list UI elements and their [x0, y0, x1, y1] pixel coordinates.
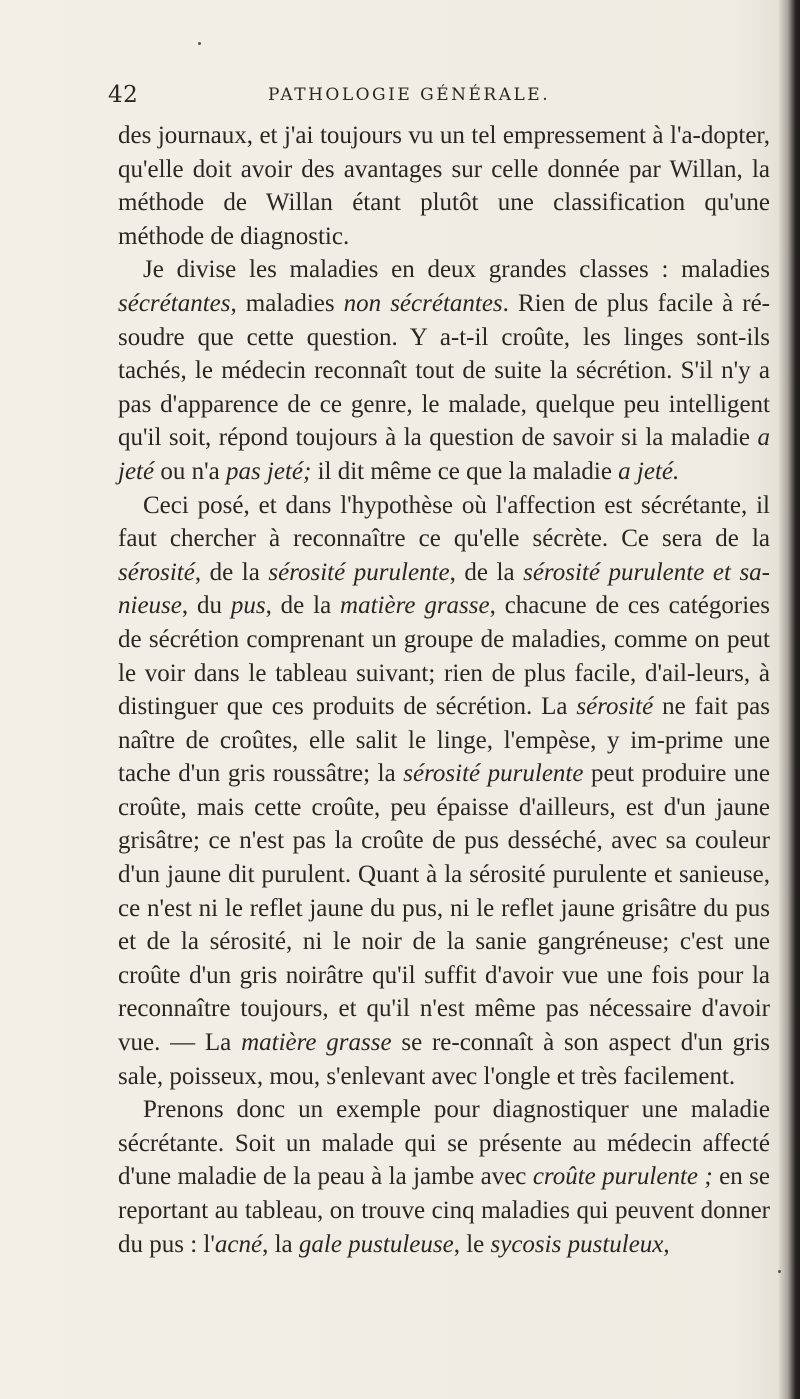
page-edge-shadow — [778, 0, 800, 1399]
text-segment: en se reportant au tableau, on trouve cinq maladies qui peuvent donner du pus : l' — [118, 1163, 771, 1258]
page-header — [108, 82, 758, 112]
italic-text: pas jeté; — [225, 457, 312, 485]
italic-text: sérosité purulente — [268, 558, 450, 586]
italic-text: sécrétantes — [118, 289, 231, 317]
ink-speck — [198, 42, 201, 45]
text-segment: , chacune de ces catégories de sécrétion comprenant un groupe de maladies, comme on peut le voir dans le tableau suivant; rien de plus facile, d'ail-leurs, à distinguer que ces produits de sécrétion. La — [118, 592, 771, 721]
text-segment: peut produire une croûte, mais cette croûte, peu épaisse d'ailleurs, est d'un jaune grisâtre; ce n'est pas la croûte de pus desséché, avec sa couleur d'un jaune dit purulent. Quant à la sérosité purulente et sanieuse, ce n'est ni le reflet jaune du pus, ni le reflet jaune grisâtre du pus et de la sérosité, ni le noir de la sanie gangréneuse; c'est une croûte d'un gris noirâtre qu'il suffit d'avoir vue une fois pour la reconnaître toujours, et qu'il n'est même pas nécessaire d'avoir vue. — La — [118, 760, 770, 1057]
italic-text: acné — [214, 1230, 263, 1258]
italic-text: pus — [230, 592, 266, 620]
italic-text: sycosis pustuleux — [490, 1230, 664, 1258]
text-segment: ne fait pas naître de croûtes, elle salit le linge, l'empèse, y im-prime une tache d'un gris roussâtre; la — [118, 693, 771, 788]
paragraph — [118, 1093, 770, 1261]
text-segment: des journaux, et j'ai toujours vu un tel empressement à l'a-dopter, qu'elle doit avoir des avantages sur celle donnée par Willan, la méthode de Willan étant plutôt une classification qu'une méthode de diagnostic. — [118, 122, 770, 250]
running-title: PATHOLOGIE GÉNÉRALE. — [268, 85, 551, 105]
text-segment: , de la — [194, 558, 269, 586]
text-segment: , la — [262, 1230, 299, 1258]
text-segment: ou n'a — [154, 457, 226, 485]
page-number: 42 — [108, 82, 139, 108]
text-segment: , le — [453, 1230, 491, 1258]
body-text — [118, 119, 770, 1261]
italic-text: matière grasse — [241, 1029, 392, 1057]
text-segment: , maladies — [230, 289, 344, 317]
paragraph — [118, 253, 770, 488]
text-segment: , de la — [449, 558, 524, 586]
text-segment: , du — [181, 592, 231, 620]
text-segment: Ceci posé, et dans l'hypothèse où l'affection est sécrétante, il faut chercher à reconnaître ce qu'elle sécrète. Ce sera de la — [118, 491, 770, 553]
italic-text: a jeté. — [618, 457, 680, 485]
italic-text: a jeté — [118, 424, 770, 485]
text-segment: , de la — [265, 592, 341, 620]
paragraph — [118, 119, 770, 253]
text-segment: il dit même ce que la maladie — [311, 457, 619, 485]
paragraph — [118, 489, 770, 1094]
text-segment: se re-connaît à son aspect d'un gris sale, poisseux, mou, s'enlevant avec l'ongle et très facilement. — [118, 1029, 770, 1090]
italic-text: non sécrétantes — [343, 289, 503, 317]
text-segment: Prenons donc un exemple pour diagnostiquer une maladie sécrétante. Soit un malade qui se présente au médecin affecté d'une maladie de la peau à la jambe avec — [118, 1096, 770, 1191]
italic-text: croûte purulente ; — [532, 1163, 713, 1191]
italic-text: sérosité purulente et sa-nieuse — [118, 558, 770, 620]
italic-text: matière grasse — [340, 592, 490, 620]
text-segment: Je divise les maladies en deux grandes classes : maladies — [143, 256, 770, 284]
text-segment: , — [663, 1230, 670, 1258]
italic-text: sérosité — [118, 558, 195, 586]
italic-text: sérosité purulente — [403, 760, 584, 788]
italic-text: gale pustuleuse — [298, 1230, 454, 1258]
italic-text: sérosité — [576, 693, 654, 721]
text-segment: . Rien de plus facile à ré-soudre que cette question. Y a-t-il croûte, les linges sont-ils tachés, le médecin reconnaît tout de suite la sécrétion. S'il n'y a pas d'apparence de ce genre, le malade, quelque peu intelligent qu'il soit, répond toujours à la question de savoir si la maladie — [118, 289, 770, 452]
